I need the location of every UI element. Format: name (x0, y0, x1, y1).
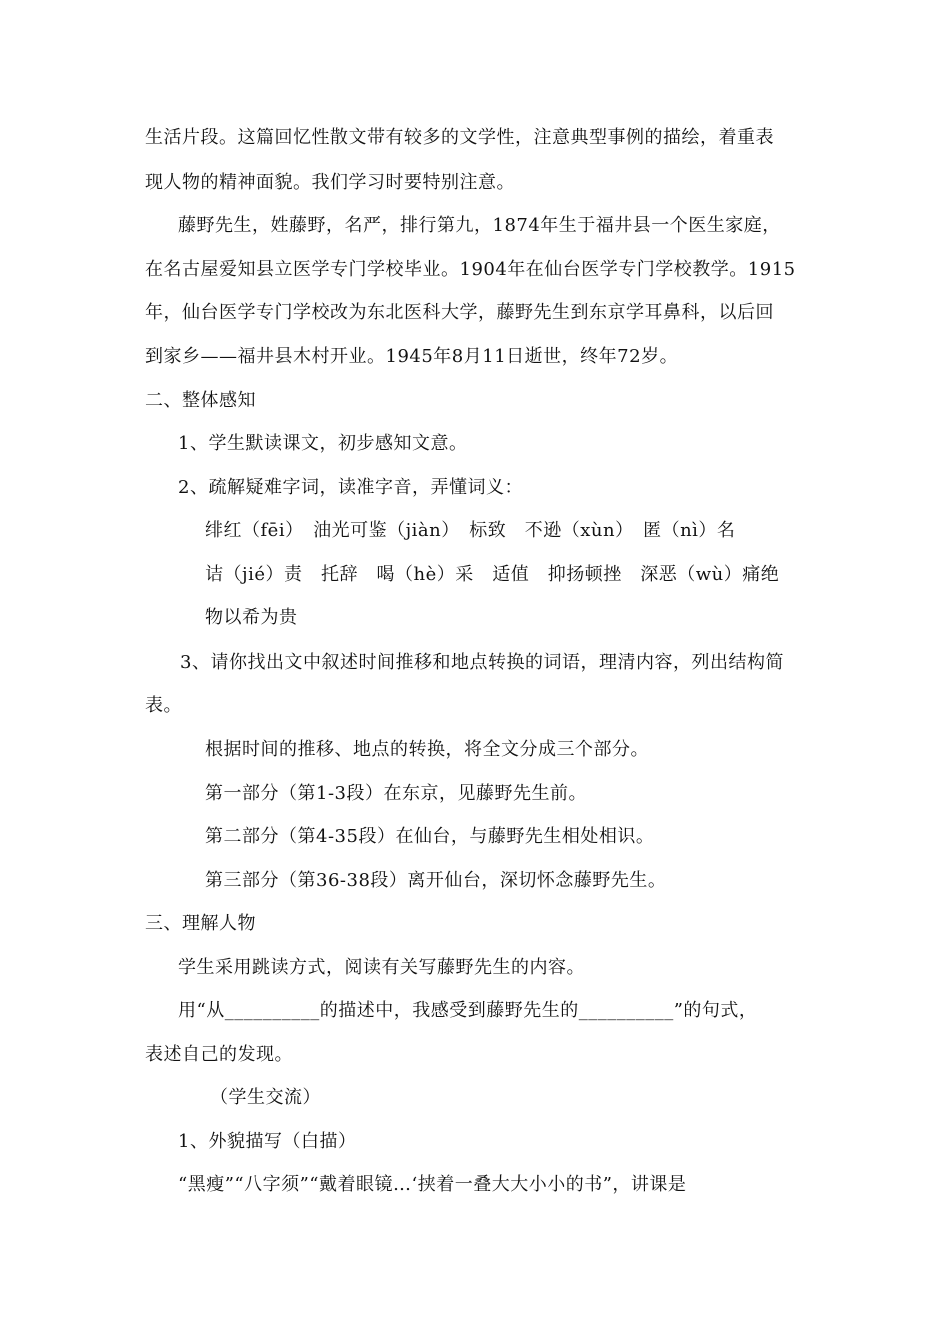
vocab-line: 诘（jié）责 托辞 喝（hè）采 适值 抑扬顿挫 深恶（wù）痛绝 (205, 564, 780, 585)
structure-part: 第二部分（第4-35段）在仙台，与藤野先生相处相识。 (205, 826, 655, 847)
paragraph-line: 藤野先生，姓藤野，名严，排行第九，1874年生于福井县一个医生家庭， (178, 215, 781, 236)
list-item: 1、外貌描写（白描） (178, 1131, 357, 1152)
structure-part: 第三部分（第36-38段）离开仙台，深切怀念藤野先生。 (205, 870, 667, 891)
paragraph-line: 年，仙台医学专门学校改为东北医科大学，藤野先生到东京学耳鼻科，以后回 (145, 302, 774, 323)
list-item: 3、请你找出文中叙述时间推移和地点转换的词语，理清内容，列出结构简 (180, 652, 784, 673)
paragraph-line: 生活片段。这篇回忆性散文带有较多的文学性，注意典型事例的描绘，着重表 (145, 127, 774, 148)
paragraph-line: “黑瘦”“八字须”“戴着眼镜…‘挟着一叠大大小小的书”，讲课是 (178, 1174, 687, 1195)
structure-part: 第一部分（第1-3段）在东京，见藤野先生前。 (205, 783, 587, 804)
section-heading: 二、整体感知 (145, 390, 256, 411)
paragraph-line: 用“从__________的描述中，我感受到藤野先生的__________”的句式， (178, 1000, 758, 1021)
paragraph-line: 到家乡——福井县木村开业。1945年8月11日逝世，终年72岁。 (145, 346, 679, 367)
list-item: 2、疏解疑难字词，读准字音，弄懂词义： (178, 477, 523, 498)
paragraph-line: 学生采用跳读方式，阅读有关写藤野先生的内容。 (178, 957, 585, 978)
paragraph-line: 现人物的精神面貌。我们学习时要特别注意。 (145, 172, 515, 193)
paragraph-line: 在名古屋爱知县立医学专门学校毕业。1904年在仙台医学专门学校教学。1915 (145, 259, 796, 280)
vocab-line: 物以希为贵 (205, 607, 298, 628)
paragraph-line: 表。 (145, 695, 182, 716)
paragraph-line: （学生交流） (210, 1087, 321, 1108)
paragraph-line: 表述自己的发现。 (145, 1044, 293, 1065)
list-item: 1、学生默读课文，初步感知文意。 (178, 433, 468, 454)
vocab-line: 绯红（fēi） 油光可鉴（jiàn） 标致 不逊（xùn） 匿（nì）名 (205, 520, 736, 541)
section-heading: 三、理解人物 (145, 913, 256, 934)
paragraph-line: 根据时间的推移、地点的转换，将全文分成三个部分。 (205, 739, 649, 760)
